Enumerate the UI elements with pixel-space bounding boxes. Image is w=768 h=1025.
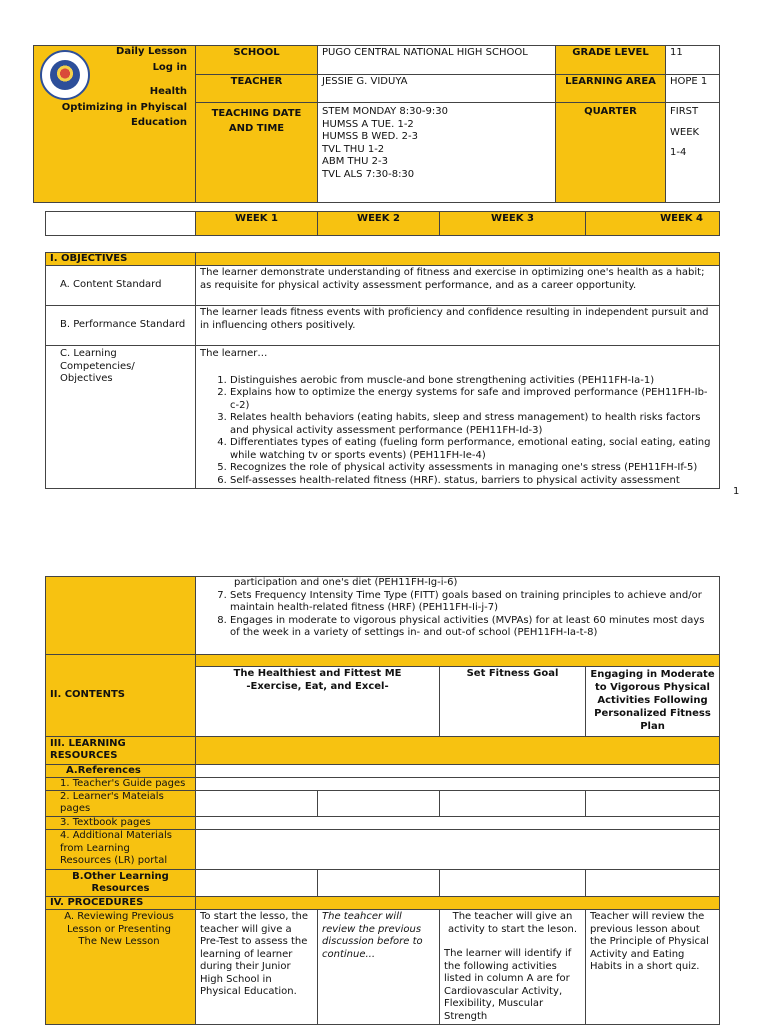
quarter-text: FIRST <box>670 106 699 118</box>
grade-label: GRADE LEVEL <box>556 46 666 75</box>
competencies-continued-value <box>196 577 720 655</box>
week-value: 1-4 <box>670 147 687 159</box>
competencies-value <box>196 346 720 489</box>
performance-standard-label <box>46 306 196 346</box>
references-text: A.References <box>66 765 141 776</box>
references-label <box>46 765 196 778</box>
competencies-list <box>200 375 715 488</box>
schedule-line: STEM MONDAY 8:30-9:30 <box>322 106 448 118</box>
content-standard-value: The learner demonstrate understanding of fitness and exercise in optimizing one's health as a habit; as requisite for physical activity assessment performance, and as a career opportunity. <box>196 266 720 306</box>
topic-week1-2 <box>196 667 440 737</box>
learners-materials-text: 2. Learner's Mateials pages <box>60 791 164 814</box>
date-value <box>318 103 556 203</box>
reviewing-label <box>46 910 196 1025</box>
other-resources-w3 <box>440 870 586 897</box>
competency-item: 2. Explains how to optimize the energy systems for safe and improved performance (PEH11FH-Ib-c-2) <box>230 387 715 412</box>
competencies-list-continued <box>200 590 715 640</box>
topic-week4: Engaging in Moderate to Vigorous Physical Activities Following Personalized Fitness Plan <box>586 667 720 737</box>
competencies-label <box>46 346 196 489</box>
competency-item: 4. Differentiates types of eating (fueling form performance, emotional eating, social eating, eating while watching tv or sports events) (PEH11FH-Ie-4) <box>230 437 715 462</box>
week-header: WEEK 4 <box>586 212 720 236</box>
teacher-label: TEACHER <box>196 74 318 103</box>
references-value <box>196 765 720 778</box>
competency-item: 8. Engages in moderate to vigorous physical activities (MVPAs) for at least 60 minutes most days of the week in a variety of settings in- and out-of school (PEH11FH-Ia-t-8) <box>230 615 715 640</box>
contents-heading <box>46 655 196 737</box>
topic1-line1: The Healthiest and Fittest ME <box>233 668 402 679</box>
contents-heading-text: II. CONTENTS <box>50 689 125 701</box>
title-line: Optimizing in Phyiscal <box>61 101 187 113</box>
other-resources-w1 <box>196 870 318 897</box>
other-resources-w2 <box>318 870 440 897</box>
content-standard-text: A. Content Standard <box>60 279 162 291</box>
grade-value: 11 <box>666 46 720 75</box>
additional-materials-text: 4. Additional Materials from Learning Resources (LR) portal <box>60 830 172 866</box>
page-number: 1 <box>733 486 740 497</box>
textbook-text: 3. Textbook pages <box>60 817 151 828</box>
title-line: Education <box>131 117 187 128</box>
topic1-line2: -Exercise, Eat, and Excel- <box>246 680 389 692</box>
date-label-text: TEACHING DATE AND TIME <box>211 108 302 135</box>
reviewing-text: A. Reviewing Previous Lesson or Presenting The New Lesson <box>64 911 174 947</box>
reviewing-week3 <box>440 910 586 1025</box>
week-label: WEEK <box>670 126 700 138</box>
schedule-line: ABM THU 2-3 <box>322 156 388 168</box>
schedule-line: HUMSS B WED. 2-3 <box>322 131 418 143</box>
performance-standard-text: B. Performance Standard <box>60 319 186 331</box>
learners-materials-w1 <box>196 791 318 817</box>
teachers-guide-value <box>196 778 720 791</box>
week-header: WEEK 1 <box>196 212 318 236</box>
objectives-heading-fill <box>196 253 720 266</box>
reviewing-week3-intro: The teacher will give an activity to start the leson. <box>447 911 578 935</box>
teachers-guide-text: 1. Teacher's Guide pages <box>60 778 186 789</box>
learners-materials-w4 <box>586 791 720 817</box>
competency-item: 1. Distinguishes aerobic from muscle-and bone strengthening activities (PEH11FH-Ia-1) <box>230 375 715 388</box>
weeks-blank-cell <box>46 212 196 236</box>
performance-standard-value: The learner leads fitness events with proficiency and confidence resulting in independent pursuit and in influencing others positively. <box>196 306 720 346</box>
textbook-label <box>46 817 196 830</box>
topic-week3: Set Fitness Goal <box>440 667 586 737</box>
competency-item: 6. Self-assesses health-related fitness (HRF). status, barriers to physical activity assessment <box>230 475 715 488</box>
additional-materials-label <box>46 830 196 870</box>
procedures-heading-fill <box>196 897 720 910</box>
competency-item: 7. Sets Frequency Intensity Time Type (FITT) goals based on training principles to achieve and/or maintain health-related fitness (HRF) (PEH11FH-Ii-j-7) <box>230 590 715 615</box>
schedule-line: TVL ALS 7:30-8:30 <box>322 168 415 180</box>
additional-materials-value <box>196 830 720 870</box>
content-standard-label <box>46 266 196 306</box>
schedule-line: HUMSS A TUE. 1-2 <box>322 118 414 130</box>
reviewing-week2: The teahcer will review the previous discussion before to continue... <box>318 910 440 1025</box>
school-value: PUGO CENTRAL NATIONAL HIGH SCHOOL <box>318 46 556 75</box>
title-line: Daily Lesson <box>116 46 187 57</box>
school-label: SCHOOL <box>196 46 318 75</box>
resources-heading-fill <box>196 737 720 765</box>
weeks-table <box>45 211 720 236</box>
quarter-value <box>666 103 720 203</box>
other-resources-label <box>46 870 196 897</box>
objectives-heading: I. OBJECTIVES <box>46 253 196 266</box>
competency-item: 3. Relates health behaviors (eating habits, sleep and stress management) to health risks factors and physical activity assessment performance (PEH11FH-Id-3) <box>230 412 715 437</box>
other-resources-w4 <box>586 870 720 897</box>
other-resources-text: B.Other Learning Resources <box>72 871 169 894</box>
title-line: Health <box>149 86 187 97</box>
competencies-continued-label <box>46 577 196 655</box>
reviewing-week4: Teacher will review the previous lesson about the Principle of Physical Activity and Eating Habits in a short quiz. <box>586 910 720 1025</box>
competencies-text: C. Learning Competencies/ Objectives <box>60 348 135 384</box>
page2-table <box>45 576 720 1025</box>
competency-item: 5. Recognizes the role of physical activity assessments in managing one's stress (PEH11FH-If-5) <box>230 462 715 475</box>
competency-continued-line: participation and one's diet (PEH11FH-Ig-i-6) <box>234 577 458 588</box>
teacher-value: JESSIE G. VIDUYA <box>318 74 556 103</box>
competencies-intro: The learner… <box>200 348 268 359</box>
title-line: Log in <box>152 61 187 73</box>
area-label: LEARNING AREA <box>556 74 666 103</box>
learners-materials-label <box>46 791 196 817</box>
lesson-title-cell <box>34 46 196 203</box>
quarter-label: QUARTER <box>556 103 666 203</box>
reviewing-week3-detail: The learner will identify if the following activities listed in column A are for Cardiovascular Activity, Flexibility, Muscular Strength <box>444 948 572 1022</box>
area-value: HOPE 1 <box>666 74 720 103</box>
learners-materials-w3 <box>440 791 586 817</box>
reviewing-week1: To start the lesso, the teacher will give a Pre-Test to assess the learning of learner during their Junior High School in Physical Education. <box>196 910 318 1025</box>
week-header: WEEK 3 <box>440 212 586 236</box>
week-header: WEEK 2 <box>318 212 440 236</box>
textbook-value <box>196 817 720 830</box>
objectives-table <box>45 252 720 489</box>
procedures-heading: IV. PROCEDURES <box>46 897 196 910</box>
contents-band <box>196 655 720 667</box>
resources-heading: III. LEARNING RESOURCES <box>46 737 196 765</box>
learners-materials-w2 <box>318 791 440 817</box>
teachers-guide-label <box>46 778 196 791</box>
date-label <box>196 103 318 203</box>
schedule-line: TVL THU 1-2 <box>322 143 385 155</box>
header-table <box>33 45 720 203</box>
